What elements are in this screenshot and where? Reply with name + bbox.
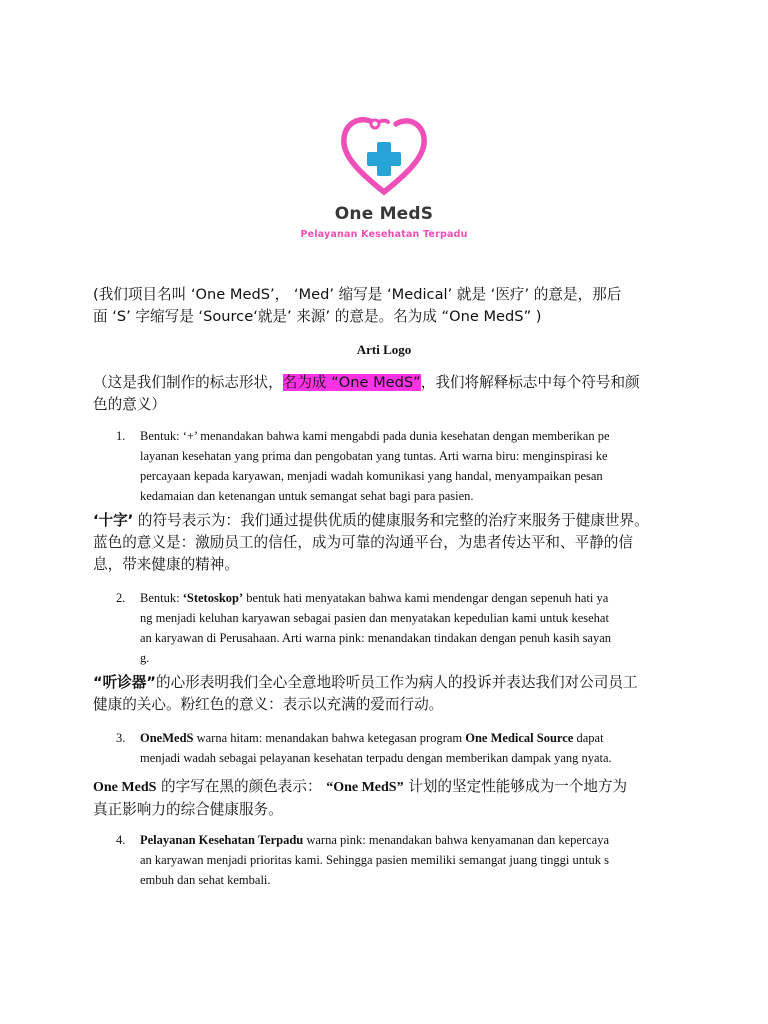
section-heading: Arti Logo: [356, 342, 412, 357]
item3-line-2: menjadi wadah sebagai pelayanan kesehatan terpadu dengan memberikan dampak yang nyata.: [140, 751, 612, 765]
zh2-line-1: 的心形表明我们全心全意地聆听员工作为病人的投诉并表达我们对公司员工: [155, 674, 638, 691]
item2-line: ng menjadi keluhan karyawan sebagai pasien dan menyatakan kepedulian kami untuk kesehat: [140, 611, 609, 625]
item3-bold-1: OneMedS: [140, 731, 194, 745]
item1-line: layanan kesehatan yang prima dan pengobatan yang tuntas. Arti warna biru: menginspirasi ke: [140, 449, 608, 463]
item2-line: an karyawan di Perusahaan. Arti warna pink: menandakan tindakan dengan penuh kasih sayan: [140, 631, 612, 645]
zh1-line-3: 息，带来健康的精神。: [93, 556, 239, 573]
zh3-bold-1: One MedS: [93, 780, 157, 795]
item1-line: kedamaian dan ketenangan untuk semangat sehat bagi para pasien.: [140, 489, 474, 503]
item2-line-1: bentuk hati menyatakan bahwa kami mendengar dengan sepenuh hati ya: [243, 591, 609, 605]
item4-line-1: warna pink: menandakan bahwa kenyamanan dan kepercaya: [303, 833, 609, 847]
explain-post: ，我们将解释标志中每个符号和颜: [420, 374, 640, 391]
item2-pre: Bentuk:: [140, 591, 183, 605]
item4-line: embuh dan sehat kembali.: [140, 873, 271, 887]
zh3-bold-2: “One MedS”: [326, 780, 404, 795]
zh1-line-1: 的符号表示为：我们通过提供优质的健康服务和完整的治疗来服务于健康世界。: [133, 512, 649, 529]
item3-end: dapat: [573, 731, 604, 745]
item2-bold: ‘Stetoskop’: [182, 591, 244, 605]
zh2-bold: “听诊器”: [93, 674, 156, 691]
brand-tagline: Pelayanan Kesehatan Terpadu: [300, 229, 468, 240]
item1-line: Bentuk: ‘+’ menandakan bahwa kami mengabdi pada dunia kesehatan dengan memberikan pe: [140, 429, 610, 443]
list-number: 2.: [116, 591, 126, 605]
item1-line: percayaan kepada karyawan, menjadi wadah komunikasi yang handal, menyampaikan pesan: [140, 469, 603, 483]
brand-name: One MedS: [334, 204, 434, 224]
zh3-end: 计划的坚定性能够成为一个地方为: [403, 778, 628, 795]
item3-mid: warna hitam: menandakan bahwa ketegasan program: [193, 731, 466, 745]
item4-line: an karyawan menjadi prioritas kami. Sehingga pasien memiliki semangat juang tinggi untuk s: [140, 853, 609, 867]
heart-stethoscope-cross-icon: [336, 116, 432, 198]
zh-paragraph-3: [93, 776, 693, 821]
item2-line: g.: [140, 651, 150, 665]
explain-line-2: 色的意义）: [93, 396, 166, 413]
explain-pre: （这是我们制作的标志形状，: [93, 374, 283, 391]
zh3-mid: 的字写在黑的颜色表示：: [156, 778, 327, 795]
list-number: 3.: [116, 731, 126, 745]
intro-line-1: (我们项目名叫 ‘One MedS’， ‘Med’ 缩写是 ‘Medical’ 就是 ‘医疗’ 的意是，那后: [93, 286, 622, 303]
zh-paragraph-1: [93, 510, 713, 576]
zh1-line-2: 蓝色的意义是：激励员工的信任，成为可靠的沟通平台，为患者传达平和、平静的信: [93, 534, 633, 551]
list-number: 4.: [116, 833, 126, 847]
logo: [0, 116, 768, 246]
list-number: 1.: [116, 429, 126, 443]
intro-paragraph: [93, 284, 693, 328]
explain-highlight: 名为成 “One MedS”: [282, 374, 421, 391]
explain-paragraph: [93, 372, 693, 416]
zh2-line-2: 健康的关心。粉红色的意义：表示以充满的爱而行动。: [93, 696, 444, 713]
item3-bold-2: One Medical Source: [465, 731, 574, 745]
intro-line-2: 面 ‘S’ 字缩写是 ‘Source‘就是’ 来源’ 的意是。名为成 “One MedS” ): [93, 308, 542, 325]
zh3-line-2: 真正影响力的综合健康服务。: [93, 801, 283, 818]
zh1-bold: ‘十字’: [93, 512, 134, 529]
zh-paragraph-2: [93, 672, 693, 716]
item4-bold: Pelayanan Kesehatan Terpadu: [140, 833, 304, 847]
